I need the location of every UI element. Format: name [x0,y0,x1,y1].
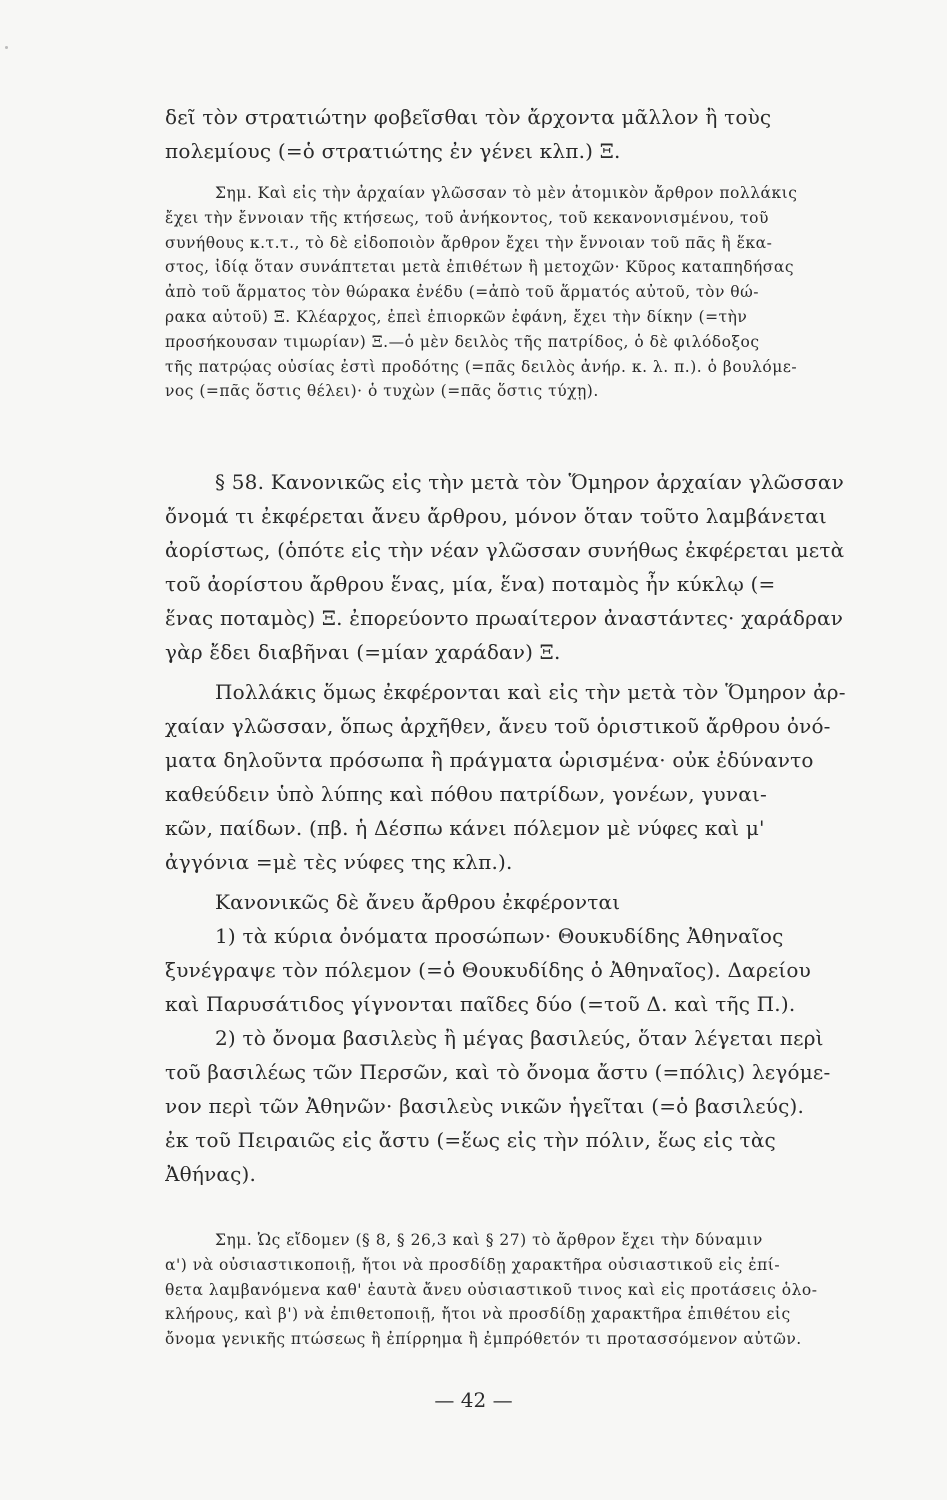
text-line: γὰρ ἔδει διαβῆναι (=μίαν χαράδαν) Ξ. [165,640,561,664]
text-line: ματα δηλοῦντα πρόσωπα ἢ πράγματα ὡρισμένα· οὐκ ἐδύναντο [165,748,814,772]
text-line: δεῖ τὸν στρατιώτην φοβεῖσθαι τὸν ἄρχοντα μᾶλλον ἢ τοὺς [165,105,772,129]
paragraph-list [165,885,910,1191]
text-line: νος (=πᾶς ὅστις θέλει)· ὁ τυχὼν (=πᾶς ὅστις τύχῃ). [165,382,599,401]
text-line: τοῦ βασιλέως τῶν Περσῶν, καὶ τὸ ὄνομα ἄστυ (=πόλις) λεγόμε- [165,1060,831,1084]
text-line: ἔχει τὴν ἔννοιαν τῆς κτήσεως, τοῦ ἀνήκοντος, τοῦ κεκανονισμένου, τοῦ [165,208,769,227]
note-paragraph-2 [165,1228,910,1352]
text-line: Σημ. Ὡς εἴδομεν (§ 8, § 26,3 καὶ § 27) τὸ ἄρθρον ἔχει τὴν δύναμιν [215,1231,763,1249]
paragraph-exceptions [165,675,910,879]
text-line: α') νὰ οὐσιαστικοποιῇ, ἤτοι νὰ προσδίδῃ χαρακτῆρα οὐσιαστικοῦ εἰς ἐπί- [165,1255,781,1274]
text-line: ἀγγόνια =μὲ τὲς νύφες της κλπ.). [165,850,513,874]
list-item-2: 2) τὸ ὄνομα βασιλεὺς ἢ μέγας βασιλεύς, ὅταν λέγεται περὶ [215,1026,824,1050]
note-paragraph-1 [165,181,910,404]
text-line: ὄνομα γενικῆς πτώσεως ἢ ἐπίρρημα ἢ ἐμπρόθετόν τι προτασσόμενον αὐτῶν. [165,1330,802,1349]
scan-speck [5,46,8,49]
text-line: πολεμίους (=ὁ στρατιώτης ἐν γένει κλπ.) Ξ. [165,139,621,163]
text-line: θετα λαμβανόμενα καθ' ἑαυτὰ ἄνευ οὐσιαστικοῦ τινος καὶ εἰς προτάσεις ὁλο- [165,1280,818,1299]
text-line: ρακα αὐτοῦ) Ξ. Κλέαρχος, ἐπεὶ ἐπιορκῶν ἐφάνη, ἔχει τὴν δίκην (=τὴν [165,307,748,326]
text-line: Κανονικῶς δὲ ἄνευ ἄρθρου ἐκφέρονται [215,890,621,914]
text-line: ἕνας ποταμὸς) Ξ. ἐπορεύοντο πρωαίτερον ἀναστάντες· χαράδραν [165,606,844,630]
text-line: καὶ Παρυσάτιδος γίγνονται παῖδες δύο (=τοῦ Δ. καὶ τῆς Π.). [165,992,796,1016]
text-line: ξυνέγραψε τὸν πόλεμον (=ὁ Θουκυδίδης ὁ Ἀθηναῖος). Δαρείου [165,958,812,982]
text-line: ὄνομά τι ἐκφέρεται ἄνευ ἄρθρου, μόνον ὅταν τοῦτο λαμβάνεται [165,504,827,528]
text-line: συνήθους κ.τ.τ., τὸ δὲ εἰδοποιὸν ἄρθρον ἔχει τὴν ἔννοιαν τοῦ πᾶς ἢ ἕκα- [165,233,773,252]
list-item-1: 1) τὰ κύρια ὀνόματα προσώπων· Θουκυδίδης Ἀθηναῖος [215,924,784,948]
text-line: ἀορίστως, (ὁπότε εἰς τὴν νέαν γλῶσσαν συνήθως ἐκφέρεται μετὰ [165,538,845,562]
text-line: κλήρους, καὶ β') νὰ ἐπιθετοποιῇ, ἤτοι νὰ προσδίδῃ χαρακτῆρα ἐπιθέτου εἰς [165,1305,791,1324]
section-58 [165,465,910,669]
text-line: ἐκ τοῦ Πειραιῶς εἰς ἄστυ (=ἕως εἰς τὴν πόλιν, ἕως εἰς τὰς [165,1128,776,1152]
section-heading-line: § 58. Κανονικῶς εἰς τὴν μετὰ τὸν Ὅμηρον ἀρχαίαν γλῶσσαν [215,470,844,494]
text-line: στος, ἰδίᾳ ὅταν συνάπτεται μετὰ ἐπιθέτων ἢ μετοχῶν· Κῦρος καταπηδήσας [165,258,795,277]
text-line: χαίαν γλῶσσαν, ὅπως ἀρχῆθεν, ἄνευ τοῦ ὁριστικοῦ ἄρθρου ὀνό- [165,714,831,738]
text-line: κῶν, παίδων. (πβ. ἡ Δέσπω κάνει πόλεμον μὲ νύφες καὶ μ' [165,816,765,840]
text-line: Σημ. Καὶ εἰς τὴν ἀρχαίαν γλῶσσαν τὸ μὲν ἀτομικὸν ἄρθρον πολλάκις [215,184,798,202]
page-number: — 42 — [434,1388,513,1412]
text-line: τοῦ ἀορίστου ἄρθρου ἕνας, μία, ἕνα) ποταμὸς ἦν κύκλῳ (= [165,572,776,596]
paragraph-intro [165,100,910,168]
text-line: καθεύδειν ὑπὸ λύπης καὶ πόθου πατρίδων, γονέων, γυναι- [165,782,767,806]
text-line: προσήκουσαν τιμωρίαν) Ξ.—ὁ μὲν δειλὸς τῆς πατρίδος, ὁ δὲ φιλόδοξος [165,332,760,351]
text-line: ἀπὸ τοῦ ἅρματος τὸν θώρακα ἐνέδυ (=ἀπὸ τοῦ ἅρματός αὐτοῦ, τὸν θώ- [165,283,760,302]
text-line: Ἀθήνας). [165,1162,257,1186]
text-line: τῆς πατρῴας οὐσίας ἐστὶ προδότης (=πᾶς δειλὸς ἀνήρ. κ. λ. π.). ὁ βουλόμε- [165,357,798,376]
text-line: Πολλάκις ὅμως ἐκφέρονται καὶ εἰς τὴν μετὰ τὸν Ὅμηρον ἀρ- [215,680,846,704]
text-line: νον περὶ τῶν Ἀθηνῶν· βασιλεὺς νικῶν ἡγεῖται (=ὁ βασιλεύς). [165,1094,805,1118]
